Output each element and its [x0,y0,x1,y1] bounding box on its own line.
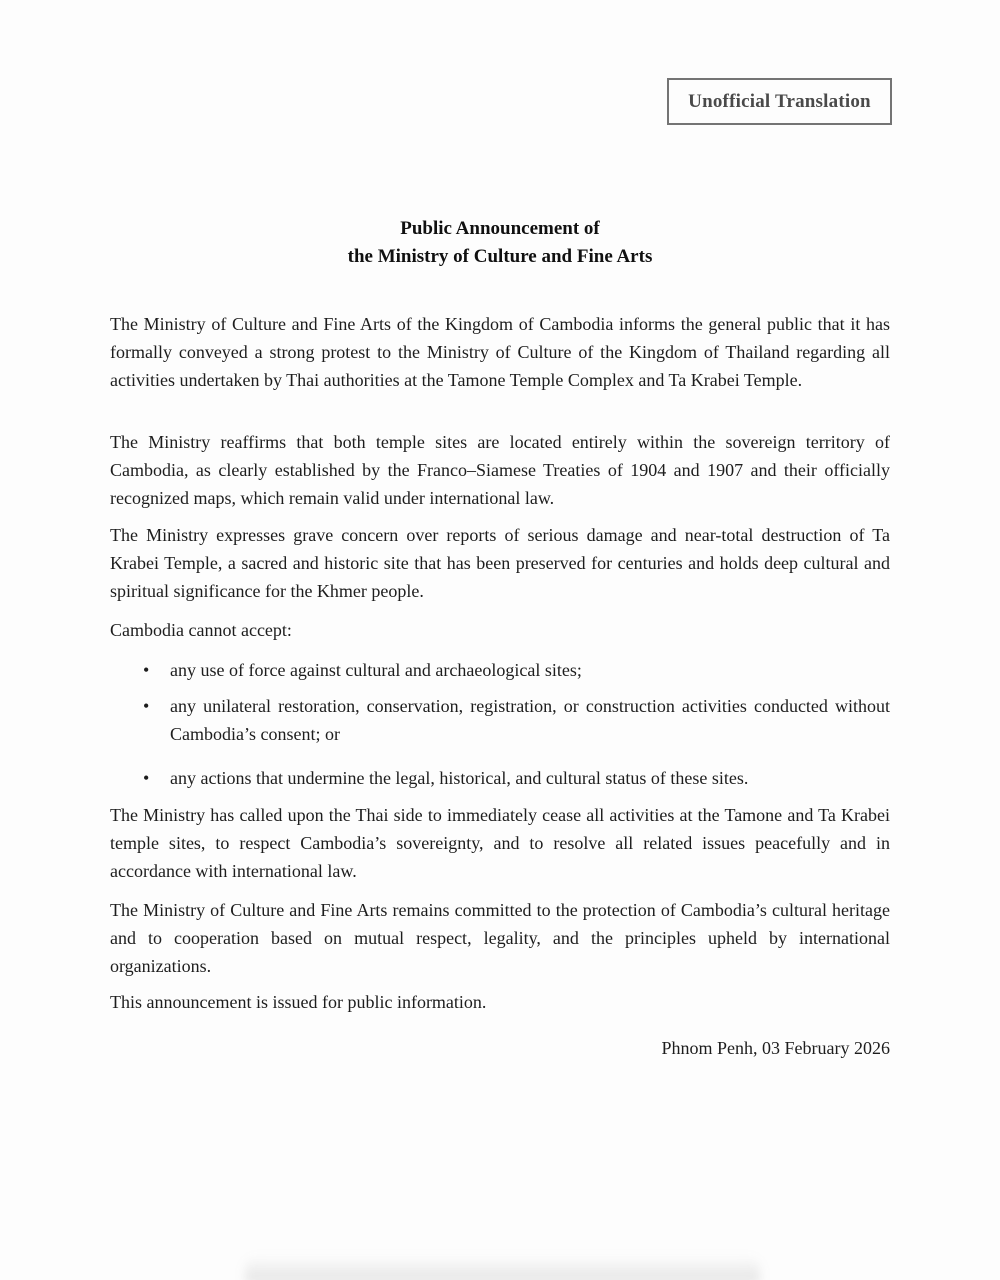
bullet-item-force: • any use of force against cultural and archaeological sites; [110,656,890,684]
document-content [110,0,890,1280]
bottom-shadow [245,1255,760,1280]
paragraph-protest: The Ministry of Culture and Fine Arts of the Kingdom of Cambodia informs the general public that it has formally conveyed a strong protest to the Ministry of Culture of the Kingdom of Thailand regarding all activities undertaken by Thai authorities at the Tamone Temple Complex and Ta Krabei Temple. [110,314,890,390]
dateline: Phnom Penh, 03 February 2026 [661,1038,890,1058]
document-title [110,215,890,271]
paragraph-commitment: The Ministry of Culture and Fine Arts remains committed to the protection of Cambodia’s cultural heritage and to cooperation based on mutual respect, legality, and the principles upheld by international organizations. [110,900,890,976]
bullet-item-unilateral-activities: • any unilateral restoration, conservation, registration, or construction activities conducted without Cambodia’s consent; or [110,692,890,748]
title-line-2: the Ministry of Culture and Fine Arts [347,246,653,267]
badge-label: Unofficial Translation [688,90,871,112]
list-intro: Cambodia cannot accept: [110,620,292,640]
title-line-1: Public Announcement of [400,218,600,239]
paragraph-concern: The Ministry expresses grave concern over reports of serious damage and near-total destruction of Ta Krabei Temple, a sacred and historic site that has been preserved for centuries and holds deep cultural and spiritual significance for the Khmer people. [110,525,890,601]
paragraph-call-to-cease: The Ministry has called upon the Thai side to immediately cease all activities at the Tamone and Ta Krabei temple sites, to respect Cambodia’s sovereignty, and to resolve all related issues peacefully and in accordance with international law. [110,805,890,881]
paragraph-sovereignty: The Ministry reaffirms that both temple sites are located entirely within the sovereign territory of Cambodia, as clearly established by the Franco–Siamese Treaties of 1904 and 1907 and their officially recognized maps, which remain valid under international law. [110,432,890,508]
closing-statement: This announcement is issued for public information. [110,992,487,1012]
bullet-item-undermining-status: • any actions that undermine the legal, historical, and cultural status of these sites. [110,764,890,792]
